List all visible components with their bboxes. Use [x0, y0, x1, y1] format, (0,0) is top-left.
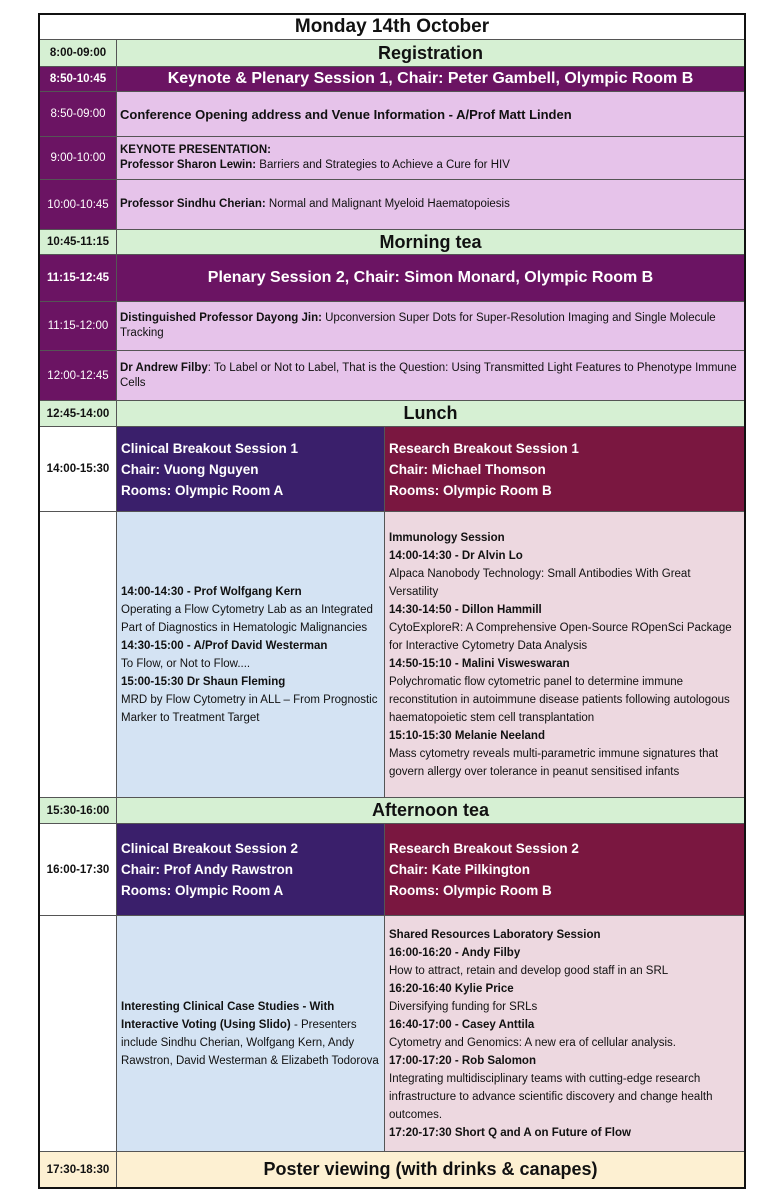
session1-item-row — [40, 180, 744, 230]
breakout2-header-row — [40, 824, 744, 916]
research-breakout1-header — [385, 427, 744, 511]
case-studies-presenters: - Presenters include Sindhu Cherian, Wolfgang Kern, Andy Rawstron, David Westerman & Elizabeth Todorova — [121, 1018, 379, 1067]
poster-row — [40, 1152, 744, 1187]
poster-label: Poster viewing (with drinks & canapes) — [263, 1159, 598, 1179]
session2-header-row — [40, 255, 744, 302]
talk-title: Mass cytometry reveals multi-parametric immune signatures that govern allergy over tolerance in peanut sensitised infants — [389, 747, 719, 778]
registration-label: Registration — [377, 42, 483, 63]
afternoon-tea-time: 15:30-16:00 — [40, 798, 117, 823]
talk-title: : To Label or Not to Label, That is the Question: Using Transmitted Light Features to Phenotype Immune Cells — [120, 361, 737, 389]
clinical-session-title: Clinical Breakout Session 2 — [121, 841, 299, 856]
session1-item-content — [117, 137, 744, 179]
session2-item-row — [40, 302, 744, 351]
morning-tea-row — [40, 230, 744, 255]
morning-tea-label: Morning tea — [379, 231, 482, 252]
talk-time-speaker: 16:20-16:40 Kylie Price — [389, 982, 514, 995]
session-heading: Immunology Session — [389, 531, 505, 544]
poster-time: 17:30-18:30 — [40, 1152, 117, 1187]
talk-time-speaker: 14:30-14:50 - Dillon Hammill — [389, 603, 542, 616]
talk-time-speaker: 14:50-15:10 - Malini Visweswaran — [389, 657, 570, 670]
lunch-label: Lunch — [403, 403, 458, 423]
session2-label: Plenary Session 2, Chair: Simon Monard, Olympic Room B — [207, 269, 654, 286]
talk-title: Diversifying funding for SRLs — [389, 1000, 538, 1013]
clinical-breakout2-list — [117, 916, 385, 1151]
talk-time-speaker: 17:00-17:20 - Rob Salomon — [389, 1054, 536, 1067]
clinical-breakout2-header — [117, 824, 385, 915]
lunch-row — [40, 401, 744, 427]
research-session-title: Research Breakout Session 2 — [389, 841, 579, 856]
session2-time: 11:15-12:45 — [40, 255, 117, 301]
talk-time-speaker: 16:40-17:00 - Casey Anttila — [389, 1018, 535, 1031]
research-breakout2-list — [385, 916, 744, 1151]
keynote-heading: KEYNOTE PRESENTATION: — [120, 144, 271, 156]
talk-title: MRD by Flow Cytometry in ALL – From Prognostic Marker to Treatment Target — [121, 693, 378, 724]
talk-time-speaker: 15:00-15:30 Dr Shaun Fleming — [121, 675, 286, 688]
session2-item-content — [117, 351, 744, 400]
day-title-row — [40, 15, 744, 40]
session2-item-content — [117, 302, 744, 350]
breakout2-time: 16:00-17:30 — [40, 824, 117, 915]
research-chair: Chair: Kate Pilkington — [389, 862, 531, 877]
session1-item-content — [117, 92, 744, 136]
session1-label: Keynote & Plenary Session 1, Chair: Peter Gambell, Olympic Room B — [167, 70, 694, 87]
session1-item-time: 10:00-10:45 — [40, 180, 117, 229]
talk-title: Cytometry and Genomics: A new era of cellular analysis. — [389, 1036, 676, 1049]
talk-title: Integrating multidisciplinary teams with cutting-edge research infrastructure to advance scientific discovery and change health outcomes. — [389, 1072, 713, 1121]
clinical-session-title: Clinical Breakout Session 1 — [121, 440, 299, 456]
session1-item-time: 9:00-10:00 — [40, 137, 117, 179]
lunch-time: 12:45-14:00 — [40, 401, 117, 426]
research-room: Rooms: Olympic Room B — [389, 883, 552, 898]
speaker-name: Professor Sharon Lewin: — [120, 159, 257, 171]
talk-title: Normal and Malignant Myeloid Haematopoiesis — [265, 198, 510, 210]
case-studies-title: Interesting Clinical Case Studies - With Interactive Voting (Using Slido) — [121, 1000, 335, 1031]
talk-title: Alpaca Nanobody Technology: Small Antibodies With Great Versatility — [389, 567, 691, 598]
opening-address: Conference Opening address and Venue Information - A/Prof Matt Linden — [120, 106, 572, 122]
registration-row — [40, 40, 744, 67]
session1-time: 8:50-10:45 — [40, 67, 117, 91]
breakout1-content-row — [40, 512, 744, 798]
talk-time-speaker: 15:10-15:30 Melanie Neeland — [389, 729, 545, 742]
registration-time: 8:00-09:00 — [40, 40, 117, 66]
breakout2-content-row — [40, 916, 744, 1152]
speaker-name: Distinguished Professor Dayong Jin: — [120, 312, 322, 324]
clinical-breakout1-list — [117, 512, 385, 797]
talk-title: To Flow, or Not to Flow.... — [121, 657, 251, 670]
morning-tea-time: 10:45-11:15 — [40, 230, 117, 254]
talk-title: Polychromatic flow cytometric panel to determine immune reconstitution in autoimmune disease patients following autologous haematopoietic stem cell transplantation — [389, 675, 730, 724]
talk-title: Barriers and Strategies to Achieve a Cure for HIV — [256, 159, 510, 171]
clinical-chair: Chair: Prof Andy Rawstron — [121, 862, 294, 877]
schedule-table — [38, 13, 746, 1189]
talk-time-speaker: 14:00-14:30 - Prof Wolfgang Kern — [121, 585, 302, 598]
talk-time-speaker: 14:00-14:30 - Dr Alvin Lo — [389, 549, 523, 562]
clinical-room: Rooms: Olympic Room A — [121, 883, 284, 898]
research-room: Rooms: Olympic Room B — [389, 482, 552, 498]
research-chair: Chair: Michael Thomson — [389, 461, 546, 477]
session1-item-time: 8:50-09:00 — [40, 92, 117, 136]
talk-time-speaker: 14:30-15:00 - A/Prof David Westerman — [121, 639, 328, 652]
clinical-room: Rooms: Olympic Room A — [121, 482, 284, 498]
talk-time-speaker: 16:00-16:20 - Andy Filby — [389, 946, 521, 959]
session1-header-row — [40, 67, 744, 92]
clinical-chair: Chair: Vuong Nguyen — [121, 461, 259, 477]
research-breakout2-header — [385, 824, 744, 915]
speaker-name: Professor Sindhu Cherian: — [120, 198, 266, 210]
breakout2-content-time — [40, 916, 117, 1151]
session2-item-time: 12:00-12:45 — [40, 351, 117, 400]
speaker-name: Dr Andrew Filby — [120, 361, 208, 374]
talk-title: CytoExploreR: A Comprehensive Open-Source ROpenSci Package for Interactive Cytometry Data Analysis — [389, 621, 732, 652]
session2-item-row — [40, 351, 744, 401]
research-session-title: Research Breakout Session 1 — [389, 440, 579, 456]
research-breakout1-list — [385, 512, 744, 797]
breakout1-time: 14:00-15:30 — [40, 427, 117, 511]
afternoon-tea-row — [40, 798, 744, 824]
day-title: Monday 14th October — [294, 16, 490, 37]
breakout1-header-row — [40, 427, 744, 512]
session1-item-row — [40, 92, 744, 137]
session1-item-content — [117, 180, 744, 229]
talk-title: How to attract, retain and develop good staff in an SRL — [389, 964, 669, 977]
afternoon-tea-label: Afternoon tea — [372, 800, 489, 820]
session1-item-row — [40, 137, 744, 180]
qa-footer: 17:20-17:30 Short Q and A on Future of Flow — [389, 1126, 631, 1139]
session2-item-time: 11:15-12:00 — [40, 302, 117, 350]
clinical-breakout1-header — [117, 427, 385, 511]
talk-title: Operating a Flow Cytometry Lab as an Integrated Part of Diagnostics in Hematologic Malignancies — [121, 603, 373, 634]
session-heading: Shared Resources Laboratory Session — [389, 928, 601, 941]
breakout1-content-time — [40, 512, 117, 797]
talk-title: Upconversion Super Dots for Super-Resolution Imaging and Single Molecule Tracking — [120, 312, 716, 339]
